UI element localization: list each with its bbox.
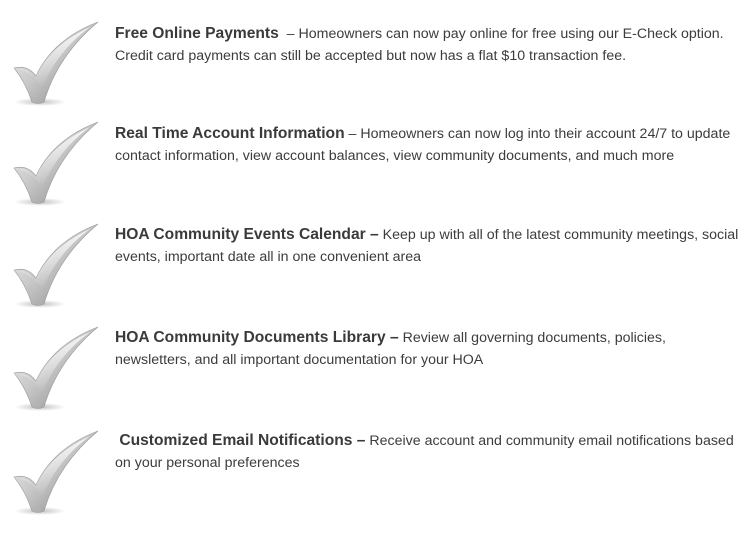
feature-text bbox=[115, 430, 740, 474]
checkmark-icon bbox=[10, 16, 102, 108]
feature-description: Keep up with all of the latest community meetings, social events, important date all in one convenient area bbox=[115, 227, 739, 265]
feature-title: Customized Email Notifications – bbox=[115, 432, 366, 449]
feature-text bbox=[115, 327, 740, 371]
feature-item-email-notifications bbox=[0, 419, 745, 519]
feature-separator: – bbox=[278, 26, 299, 42]
feature-item-events-calendar bbox=[0, 212, 745, 312]
feature-title: HOA Community Events Calendar – bbox=[115, 226, 379, 243]
feature-text bbox=[115, 123, 740, 167]
feature-text bbox=[115, 23, 740, 67]
feature-item-payments bbox=[0, 10, 745, 110]
feature-item-documents-library bbox=[0, 315, 745, 415]
feature-description: Receive account and community email notifications based on your personal preferences bbox=[115, 433, 734, 471]
checkmark-icon bbox=[10, 116, 102, 208]
checkmark-icon bbox=[10, 425, 102, 517]
feature-description: Review all governing documents, policies, newsletters, and all important documentation for your HOA bbox=[115, 330, 666, 368]
feature-title: Free Online Payments bbox=[115, 25, 279, 42]
feature-text bbox=[115, 224, 740, 268]
feature-description: Homeowners can now pay online for free using our E-Check option. Credit card payments can still be accepted but now has a flat $10 transaction fee. bbox=[115, 26, 724, 64]
feature-title: Real Time Account Information bbox=[115, 125, 345, 142]
feature-separator: – bbox=[344, 126, 361, 142]
feature-description: Homeowners can now log into their account 24/7 to update contact information, view account balances, view community documents, and much more bbox=[115, 126, 731, 164]
checkmark-icon bbox=[10, 321, 102, 413]
feature-title: HOA Community Documents Library – bbox=[115, 329, 399, 346]
checkmark-icon bbox=[10, 218, 102, 310]
feature-item-account-info bbox=[0, 110, 745, 210]
